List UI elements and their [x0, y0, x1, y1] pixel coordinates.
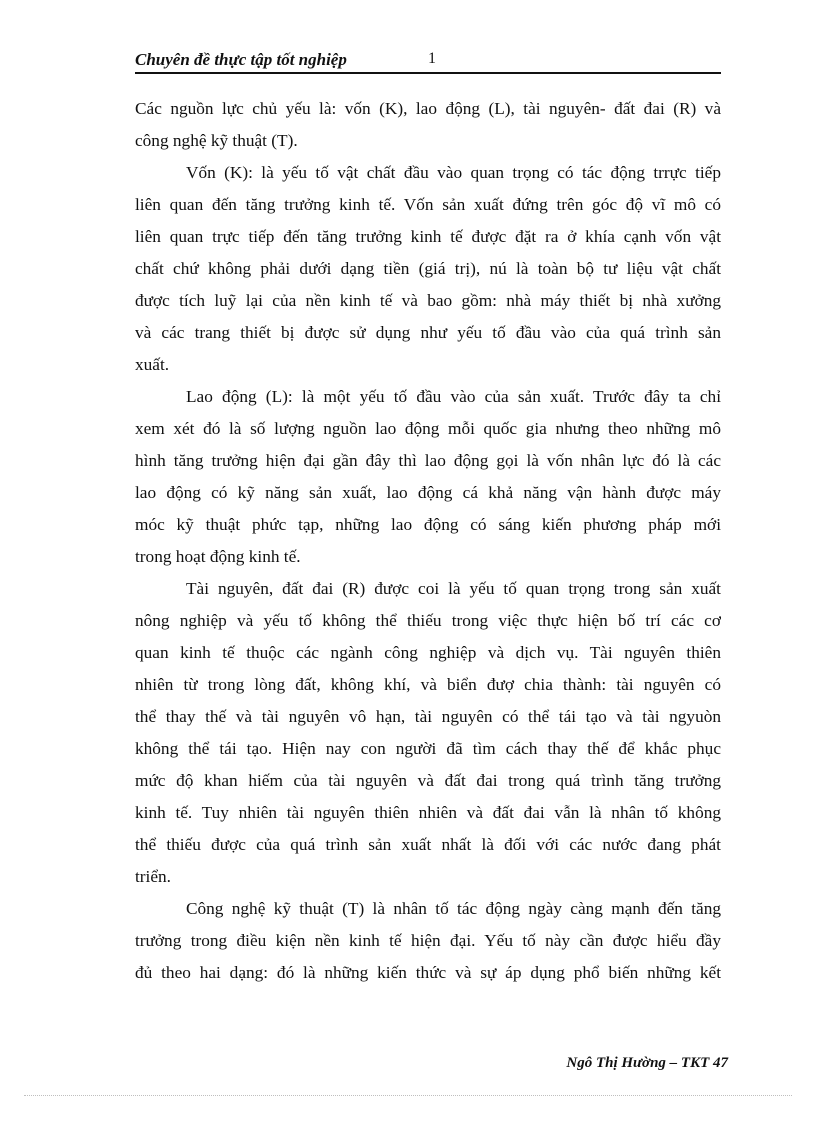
- text-line: không thể tái tạo. Hiện nay con người đã tìm cách thay thế để khắc phục: [135, 739, 721, 758]
- text-line: liên quan đến tăng trưởng kinh tế. Vốn sản xuất đứng trên góc độ vĩ mô có: [135, 195, 721, 214]
- text-line: và các trang thiết bị được sử dụng như yếu tố đầu vào của quá trình sản: [135, 323, 721, 342]
- document-body: [135, 93, 721, 989]
- text-line: được tích luỹ lại của nền kinh tế và bao gồm: nhà máy thiết bị nhà xưởng: [135, 291, 721, 310]
- text-line: nông nghiệp và yếu tố không thể thiếu trong việc thực hiện bố trí các cơ: [135, 611, 721, 630]
- text-line: chất chứ không phải dưới dạng tiền (giá trị), nú là toàn bộ tư liệu vật chất: [135, 259, 721, 278]
- text-line: lao động có kỹ năng sản xuất, lao động cá khả năng vận hành được máy: [135, 483, 721, 502]
- text-line: Tài nguyên, đất đai (R) được coi là yếu tố quan trọng trong sản xuất: [186, 579, 721, 598]
- text-line: móc kỹ thuật phức tạp, những lao động có sáng kiến phương pháp mới: [135, 515, 721, 534]
- text-line: liên quan trực tiếp đến tăng trưởng kinh tế được đặt ra ở khía cạnh vốn vật: [135, 227, 721, 246]
- text-line: quan kinh tế thuộc các ngành công nghiệp và dịch vụ. Tài nguyên thiên: [135, 643, 721, 662]
- text-line: nhiên từ trong lòng đất, không khí, và biển đượ chia thành: tài nguyên có: [135, 675, 721, 694]
- text-line: xem xét đó là số lượng nguồn lao động mỗi quốc gia nhưng theo những mô: [135, 419, 721, 438]
- page-header: [135, 48, 721, 74]
- page-bottom-divider: [24, 1095, 792, 1096]
- text-line: trưởng trong điều kiện nền kinh tế hiện đại. Yếu tố này cần được hiểu đầy: [135, 931, 721, 950]
- text-line: hình tăng trưởng hiện đại gần đây thì lao động gọi là vốn nhân lực đó là các: [135, 451, 721, 470]
- text-line: xuất.: [135, 355, 170, 374]
- text-line: trong hoạt động kinh tế.: [135, 547, 301, 566]
- text-line: thể thay thế và tài nguyên vô hạn, tài nguyên có thể tái tạo và tài ngyuòn: [135, 707, 721, 726]
- text-line: mức độ khan hiếm của tài nguyên và đất đai trong quá trình tăng trưởng: [135, 771, 721, 790]
- text-line: Công nghệ kỹ thuật (T) là nhân tố tác động ngày càng mạnh đến tăng: [186, 899, 721, 918]
- header-title: Chuyên đề thực tập tốt nghiệp: [135, 50, 347, 69]
- text-line: Các nguồn lực chủ yếu là: vốn (K), lao động (L), tài nguyên- đất đai (R) và: [135, 99, 721, 118]
- text-line: công nghệ kỹ thuật (T).: [135, 131, 298, 150]
- text-line: đủ theo hai dạng: đó là những kiến thức và sự áp dụng phổ biến những kết: [135, 963, 721, 982]
- text-line: kinh tế. Tuy nhiên tài nguyên thiên nhiên và đất đai vẫn là nhân tố không: [135, 803, 721, 822]
- page-number: 1: [428, 50, 436, 67]
- footer-author: Ngô Thị Hường – TKT 47: [566, 1055, 728, 1071]
- text-line: triển.: [135, 867, 171, 886]
- text-line: thể thiếu được của quá trình sản xuất nhất là đối với các nước đang phát: [135, 835, 721, 854]
- text-line: Vốn (K): là yếu tố vật chất đầu vào quan trọng có tác động trrực tiếp: [186, 163, 721, 182]
- text-line: Lao động (L): là một yếu tố đầu vào của sản xuất. Trước đây ta chỉ: [186, 387, 721, 406]
